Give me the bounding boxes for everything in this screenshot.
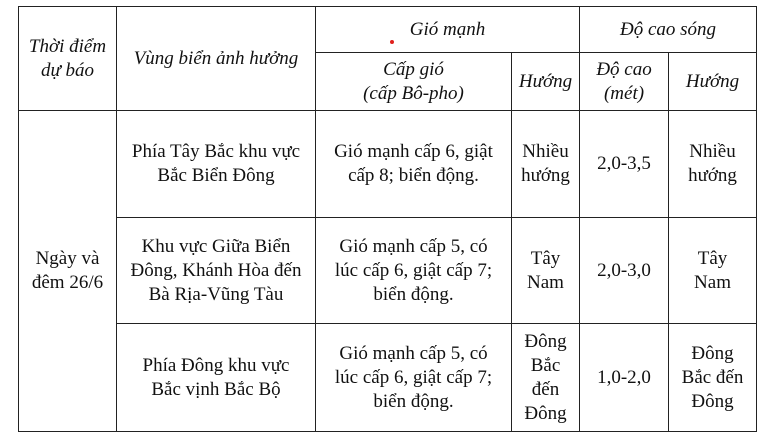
wave-direction-cell: Đông Bắc đến Đông [669,324,757,432]
header-time: Thời điểm dự báo [19,7,117,111]
table-row [19,111,757,218]
wave-height-cell: 2,0-3,0 [580,218,669,324]
forecast-table [18,6,757,432]
red-dot-mark [390,40,394,44]
wave-direction-cell: Nhiều hướng [669,111,757,218]
wave-height-cell: 1,0-2,0 [580,324,669,432]
header-wave-height: Độ cao (mét) [580,53,669,111]
header-wind-direction: Hướng [512,53,580,111]
wave-direction-cell: Tây Nam [669,218,757,324]
header-strong-wind: Gió mạnh [316,7,580,53]
header-wave-height-group: Độ cao sóng [580,7,757,53]
table-row [19,324,757,432]
wind-direction-cell: Nhiều hướng [512,111,580,218]
wind-cell: Gió mạnh cấp 5, có lúc cấp 6, giật cấp 7; biển động. [316,324,512,432]
wind-cell: Gió mạnh cấp 5, có lúc cấp 6, giật cấp 7; biển động. [316,218,512,324]
header-wind-level: Cấp gió (cấp Bô-pho) [316,53,512,111]
wind-direction-cell: Tây Nam [512,218,580,324]
wave-height-cell: 2,0-3,5 [580,111,669,218]
header-area: Vùng biển ảnh hưởng [117,7,316,111]
wind-cell: Gió mạnh cấp 6, giật cấp 8; biển động. [316,111,512,218]
area-cell: Phía Đông khu vực Bắc vịnh Bắc Bộ [117,324,316,432]
area-cell: Khu vực Giữa Biển Đông, Khánh Hòa đến Bà Rịa-Vũng Tàu [117,218,316,324]
header-wave-direction: Hướng [669,53,757,111]
wind-direction-cell: Đông Bắc đến Đông [512,324,580,432]
time-cell: Ngày và đêm 26/6 [19,111,117,432]
table-row [19,218,757,324]
area-cell: Phía Tây Bắc khu vực Bắc Biển Đông [117,111,316,218]
